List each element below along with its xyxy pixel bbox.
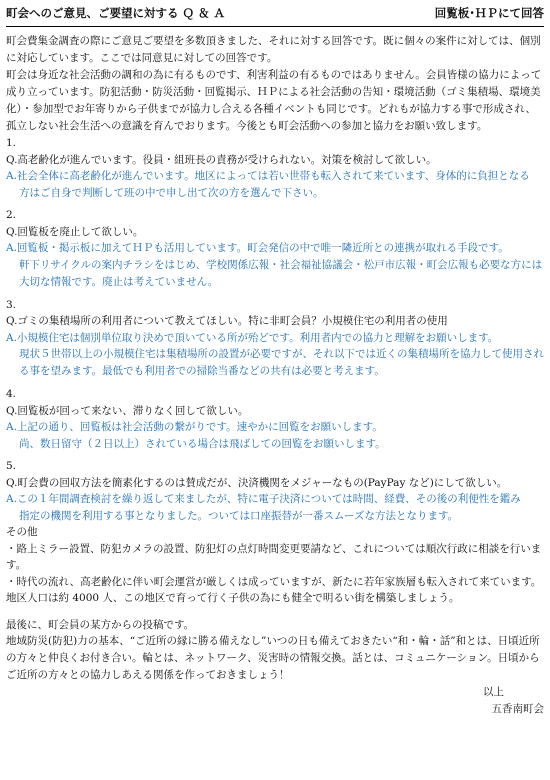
intro-paragraph-2: 町会は身近な社会活動の調和の為に有るものです、利害利益の有るものではありません。会員皆様の協力によって成り立っています。防犯活動・防災活動・回覧掲示、ＨＰによる社会活動の告知・環境活動（ゴミ集積場、環境美化）・参加型でお年寄りから子供までが協力し合える各種イベントも同じです。どれもが協力する事で形成され、孤立しない社会生活への意識を育んでおります。今後とも町会活動への参加と協力をお願い致します。 — [6, 69, 542, 132]
other-heading: その他 — [6, 526, 38, 538]
question-2: Q.回覧板を廃止して欲しい。 — [6, 225, 144, 238]
answer-4-line-2: 尚、数日留守（２日以上）されている場合は飛ばしての回覧をお願いします。 — [19, 437, 386, 450]
answer-1-line-1: A.社会全体に高老齢化が進んでいます。地区によっては若い世帯も転入されて来ています、身体的に負担となる — [6, 170, 530, 182]
answer-2-line-2: 軒下リサイクルの案内チラシをはじめ、学校関係広報・社会福祉協議会・松戸市広報・町会広報も必要な方には大切な情報です。廃止は考えていません。 — [19, 258, 543, 288]
qa-number: 2. — [6, 209, 17, 221]
closing-body: 地域防災(防犯)力の基本、“ご近所の縁に勝る備えなし”いつの日も備えておきたい“和・輪・話”和とは、日頃近所の方々と仲良くお付き合い。輪とは、ネットワーク、災害時の情報交換。話とは、コミュニケーション。日頃からご近所の方々との協力しあえる関係を作っておきましょう！ — [6, 635, 540, 681]
answer-2-line-1: A.回覧板・掲示板に加えてＨＰも活用しています。町会発信の中で唯一隣近所との連携が取れる手段です。 — [6, 242, 509, 254]
qa-number: 4. — [6, 388, 17, 400]
answer-3-line-2: 現状５世帯以上の小規模住宅は集積場所の設置が必要ですが、それ以下では近くの集積場所を協力して使用される事を望みます。最低でも利用者での掃除当番などの共有は必要と考えます。 — [19, 348, 544, 377]
question-4: Q.回覧板が回って来ない、滞りなく回して欲しい。 — [6, 404, 249, 417]
question-5: Q.町会費の回収方法を簡素化するのは賛成だが、決済機関をメジャーなもの(PayPay など)にして欲しい。 — [6, 476, 508, 489]
qa-number: 3. — [6, 298, 17, 311]
answer-3-line-1: A.小規模住宅は個別単位取り決めで頂いている所が殆どです。利用者内での協力と理解をお願いします。 — [6, 331, 499, 344]
answer-1-line-2: 方はご自身で判断して班の中で申し出て次の方を選んで下さい。 — [19, 186, 324, 199]
document-title: 町会へのご意見、ご要望に対する Ｑ ＆ Ａ — [6, 6, 226, 20]
organization-name: 五香南町会 — [491, 703, 544, 715]
closing-ijo: 以上 — [483, 686, 504, 698]
answer-5-line-1: A.この１年間調査検討を繰り返して来ましたが、特に電子決済については時間、経費、その後の利便性を鑑み — [6, 493, 521, 505]
document-header — [6, 0, 544, 26]
answer-5-line-2: 指定の機関を利用する事となりました。ついては口座振替が一番スムーズな方法となります。 — [19, 509, 459, 522]
intro-paragraph-1: 町会費集金調査の際にご意見ご要望を多数頂きました、それに対する回答です。既に個々の案件に対しては、個別に対応しています。ここでは同意見に対しての回答です。 — [6, 35, 541, 64]
qa-document — [6, 0, 544, 718]
question-3: Q.ゴミの集積場所の利用者について教えてほしい。特に非町会員？小規模住宅の利用者の使用 — [6, 315, 448, 327]
qa-number: 1. — [6, 137, 17, 149]
closing-lead: 最後に、町会員の某方からの投稿です。 — [6, 618, 195, 631]
spacer — [6, 607, 544, 617]
answer-4-line-1: A.上記の通り、回覧板は社会活動の繋がりです。速やかに回覧をお願いします。 — [6, 421, 383, 433]
other-item-1: ・路上ミラー設置、防犯カメラの設置、防犯灯の点灯時間変更要請など、これについては順次行政に相談を行います。 — [6, 542, 542, 571]
question-1: Q.高老齢化が進んでいます。役員・組班長の責務が受けられない。対策を検討して欲しい。 — [6, 153, 437, 166]
signature-block — [6, 684, 544, 718]
header-rule — [6, 26, 544, 27]
other-item-2: ・時代の流れ、高老齢化に伴い町会運営が厳しくは成っていますが、新たに若年家族層も転入されて来ています。地区人口は約 4000 人、この地区で育って行く子供の為にも健全で明るい街を構築しましょう。 — [6, 575, 542, 604]
qa-number: 5. — [6, 460, 17, 472]
distribution-note: 回覧板･ＨＰにて回答 — [434, 6, 544, 20]
